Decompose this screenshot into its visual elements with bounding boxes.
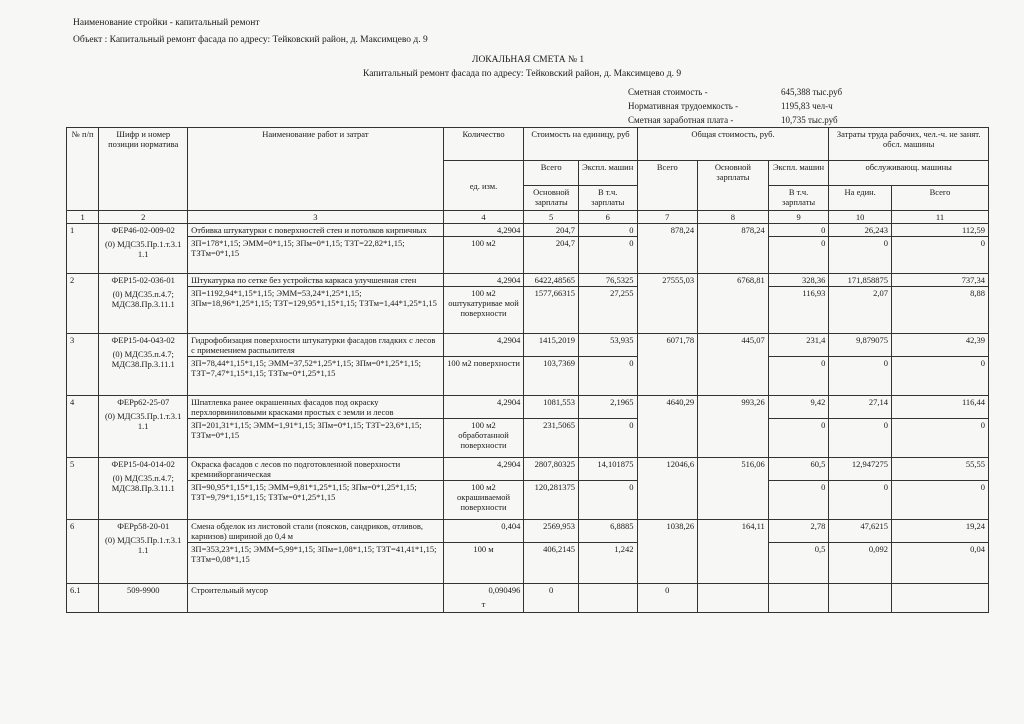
row-unit-mach: 2,1965 [578,396,637,419]
row-code-cell [99,274,188,334]
summary-label: Сметная стоимость - [628,87,708,97]
row-qty: 4,2904 [443,224,524,237]
row-total-wage: 993,26 [698,396,769,458]
row-unit-mach-wage: 0 [578,237,637,274]
col-labor-unit-header: На един. [829,186,892,211]
row-total-mach-wage: 0 [768,419,829,458]
row-code-cell [99,224,188,274]
row-labor-total: 737,34 [891,274,988,287]
row-unit: 100 м2 окрашиваемой поверхности [443,481,524,520]
row-total-mach: 0 [768,224,829,237]
col-labor-total-header: Всего [891,186,988,211]
row-total-wage: 6768,81 [698,274,769,334]
col-qty-unit-header: ед. изм. [443,161,524,211]
row-unit-wage: 103,7369 [524,357,579,396]
row-labor-total: 116,44 [891,396,988,419]
row-labor-mach-total: 0 [891,419,988,458]
row-name: Отбивка штукатурки с поверхностей стен и потолков кирпичных [188,224,443,237]
row-unit-mach: 6,8885 [578,520,637,543]
row-code: ФЕР15-04-014-02 [111,459,175,469]
row-code-cell [99,458,188,520]
summary-value: 645,388 тыс.руб [781,87,843,97]
row-labor-mach-total: 0 [891,481,988,520]
row-unit-mach-wage: 0 [578,481,637,520]
row-code-cell [99,334,188,396]
table-row [67,287,989,334]
table-row [67,396,989,419]
construction-name: Наименование стройки - капитальный ремонт [73,18,260,28]
column-number: 2 [99,211,188,224]
row-labor-unit: 171,858875 [829,274,892,287]
header-row [67,128,989,161]
column-number: 6 [578,211,637,224]
row-code: ФЕР15-04-043-02 [111,335,175,345]
row-labor-unit: 12,947275 [829,458,892,481]
row-unit-total: 204,7 [524,224,579,237]
col-total-mach-wage-header: В т.ч. зарплаты [768,186,829,211]
row-qty-cell [443,584,524,613]
row-total: 878,24 [637,224,698,274]
column-number: 10 [829,211,892,224]
row-code: 509-9900 [99,584,188,613]
row-unit-mach-wage: 0 [578,357,637,396]
row-number: 2 [67,274,99,334]
row-total-mach: 2,78 [768,520,829,543]
row-unit-total: 6422,48565 [524,274,579,287]
row-labor-mach-unit: 0 [829,481,892,520]
row-name: Смена обделок из листовой стали (поясков, сандриков, отливов, карнизов) шириной до 0,4 м [188,520,443,543]
row-code: ФЕРр58-20-01 [117,521,170,531]
row-unit-total: 0 [524,584,579,613]
row-unit: 100 м2 поверхности [443,357,524,396]
row-unit-mach: 14,101875 [578,458,637,481]
row-qty: 4,2904 [443,334,524,357]
document-subtitle: Капитальный ремонт фасада по адресу: Тейковский район, д. Максимцево д. 9 [363,69,682,79]
col-name-header: Наименование работ и затрат [188,128,443,211]
row-unit: 100 м2 [443,237,524,274]
col-num-header: № п/п [67,128,99,211]
row-code-note: (0) МДС35.Пр.1.т.3.1 1.1 [105,239,182,259]
row-total: 27555,03 [637,274,698,334]
row-code-note: (0) МДС35.п.4.7; МДС38.Пр.3.11.1 [111,473,175,493]
document-title: ЛОКАЛЬНАЯ СМЕТА № 1 [472,55,585,65]
row-labor-total: 42,39 [891,334,988,357]
row-number: 6 [67,520,99,584]
column-number: 8 [698,211,769,224]
col-unit-cost-header: Стоимость на единицу, руб [524,128,637,161]
row-name: Штукатурка по сетке без устройства каркаса улучшенная стен [188,274,443,287]
column-number: 9 [768,211,829,224]
empty-cell [698,584,769,613]
row-formula: ЗП=1192,94*1,15*1,15; ЭММ=53,24*1,25*1,15; ЗПм=18,96*1,25*1,15; ТЗТ=129,95*1,15*1,15; ТЗТм=1,44*1,25*1,15 [188,287,443,334]
row-unit: 100 м [443,543,524,584]
row-labor-total: 55,55 [891,458,988,481]
column-number: 11 [891,211,988,224]
row-name: Шпатлевка ранее окрашенных фасадов под окраску перхлорвиниловыми красками простых с земли и лесов [188,396,443,419]
col-total-mach-header: Экспл. машин [768,161,829,186]
row-labor-mach-unit: 0,092 [829,543,892,584]
row-labor-unit: 26,243 [829,224,892,237]
row-code: ФЕР15-02-036-01 [111,275,175,285]
row-labor-unit: 27,14 [829,396,892,419]
row-unit-mach-wage: 1,242 [578,543,637,584]
summary-value: 1195,83 чел-ч [781,101,833,111]
row-name: Гидрофобизация поверхности штукатурки фасадов гладких с лесов с применением распылителя [188,334,443,357]
table-row [67,458,989,481]
column-number: 1 [67,211,99,224]
empty-cell [578,584,637,613]
row-unit-mach-wage: 27,255 [578,287,637,334]
summary-label: Нормативная трудоемкость - [628,101,739,111]
summary-label: Сметная заработная плата - [628,115,734,125]
row-code-note: (0) МДС35.п.4.7; МДС38.Пр.3.11.1 [111,349,175,369]
row-unit-wage: 204,7 [524,237,579,274]
row-unit-wage: 120,281375 [524,481,579,520]
table-row [67,334,989,357]
col-total-wage-header: Основной зарплаты [698,161,769,211]
row-formula: ЗП=201,31*1,15; ЭММ=1,91*1,15; ЗПм=0*1,15; ТЗТ=23,6*1,15; ТЗТм=0*1,15 [188,419,443,458]
empty-cell [768,584,829,613]
col-unit-mach-header: Экспл. машин [578,161,637,186]
row-formula: ЗП=178*1,15; ЭММ=0*1,15; ЗПм=0*1,15; ТЗТ=22,82*1,15; ТЗТм=0*1,15 [188,237,443,274]
row-labor-mach-total: 8,88 [891,287,988,334]
row-formula: ЗП=353,23*1,15; ЭММ=5,99*1,15; ЗПм=1,08*1,15; ТЗТ=41,41*1,15; ТЗТм=0,08*1,15 [188,543,443,584]
row-qty: 4,2904 [443,274,524,287]
column-number: 3 [188,211,443,224]
object-name: Объект : Капитальный ремонт фасада по адресу: Тейковский район, д. Максимцево д. 9 [73,35,428,45]
row-labor-mach-unit: 2,07 [829,287,892,334]
row-total-mach: 60,5 [768,458,829,481]
table-row [67,520,989,543]
estimate-table [66,127,989,613]
row-total-mach: 328,36 [768,274,829,287]
row-total: 6071,78 [637,334,698,396]
row-code: ФЕР46-02-009-02 [111,225,175,235]
column-number: 5 [524,211,579,224]
row-labor-total: 19,24 [891,520,988,543]
row-qty: 4,2904 [443,396,524,419]
table-row [67,584,989,613]
row-number: 5 [67,458,99,520]
row-unit-mach: 53,935 [578,334,637,357]
row-unit-mach: 0 [578,224,637,237]
row-formula: ЗП=78,44*1,15*1,15; ЭММ=37,52*1,25*1,15; ЗПм=0*1,25*1,15; ТЗТ=7,47*1,15*1,15; ТЗТм=0*1,25*1,15 [188,357,443,396]
row-total: 0 [637,584,698,613]
row-code-cell [99,396,188,458]
row-name: Строительный мусор [188,584,443,613]
column-number: 7 [637,211,698,224]
row-unit-total: 2807,80325 [524,458,579,481]
row-total-mach-wage: 0 [768,357,829,396]
column-number: 4 [443,211,524,224]
row-total-wage: 516,06 [698,458,769,520]
row-unit: т [481,599,486,609]
row-number: 3 [67,334,99,396]
row-labor-total: 112,59 [891,224,988,237]
col-total-cost-header: Общая стоимость, руб. [637,128,829,161]
row-unit-mach-wage: 0 [578,419,637,458]
row-total: 12046,6 [637,458,698,520]
row-total: 4640,29 [637,396,698,458]
row-unit: 100 м2 обработанной поверхности [443,419,524,458]
col-qty-header: Количество [443,128,524,161]
row-total-wage: 445,07 [698,334,769,396]
row-total-wage: 878,24 [698,224,769,274]
row-labor-unit: 47,6215 [829,520,892,543]
col-unit-total-header: Всего [524,161,579,186]
row-number: 4 [67,396,99,458]
row-code-cell [99,520,188,584]
row-unit: 100 м2 оштукатуривае мой поверхности [443,287,524,334]
row-unit-wage: 1577,66315 [524,287,579,334]
row-code-note: (0) МДС35.Пр.1.т.3.1 1.1 [105,411,182,431]
row-total-mach-wage: 0 [768,481,829,520]
column-number-row [67,211,989,224]
row-number: 1 [67,224,99,274]
row-code-note: (0) МДС35.Пр.1.т.3.1 1.1 [105,535,182,555]
row-number: 6.1 [67,584,99,613]
table-row [67,543,989,584]
row-labor-mach-total: 0,04 [891,543,988,584]
empty-cell [829,584,892,613]
row-total-mach-wage: 116,93 [768,287,829,334]
row-qty: 4,2904 [443,458,524,481]
col-unit-mach-wage-header: В т.ч. зарплаты [578,186,637,211]
row-unit-total: 1415,2019 [524,334,579,357]
row-name: Окраска фасадов с лесов по подготовленной поверхности кремнийорганическая [188,458,443,481]
summary-value: 10,735 тыс.руб [781,115,838,125]
row-unit-wage: 406,2145 [524,543,579,584]
row-labor-mach-unit: 0 [829,357,892,396]
row-labor-mach-unit: 0 [829,419,892,458]
row-total-mach: 9,42 [768,396,829,419]
row-total-mach-wage: 0 [768,237,829,274]
table-row [67,274,989,287]
row-qty: 0,404 [443,520,524,543]
table-row [67,481,989,520]
row-labor-unit: 9,879075 [829,334,892,357]
col-labor-mach-header: обслуживающ. машины [829,161,989,186]
row-code: ФЕРр62-25-07 [117,397,170,407]
table-row [67,419,989,458]
row-code-note: (0) МДС35.п.4.7; МДС38.Пр.3.11.1 [111,289,175,309]
row-unit-total: 2569,953 [524,520,579,543]
row-formula: ЗП=90,95*1,15*1,15; ЭММ=9,81*1,25*1,15; ЗПм=0*1,25*1,15; ТЗТ=9,79*1,15*1,15; ТЗТм=0*1,25*1,15 [188,481,443,520]
row-unit-wage: 231,5065 [524,419,579,458]
row-labor-mach-total: 0 [891,357,988,396]
col-code-header: Шифр и номер позиции норматива [99,128,188,211]
row-labor-mach-unit: 0 [829,237,892,274]
row-total-mach-wage: 0,5 [768,543,829,584]
col-unit-wage-header: Основной зарплаты [524,186,579,211]
row-labor-mach-total: 0 [891,237,988,274]
table-row [67,224,989,237]
row-unit-mach: 76,5325 [578,274,637,287]
row-total: 1038,26 [637,520,698,584]
row-qty: 0,090496 [488,585,521,595]
row-total-wage: 164,11 [698,520,769,584]
row-unit-total: 1081,553 [524,396,579,419]
col-total-all-header: Всего [637,161,698,211]
table-row [67,357,989,396]
empty-cell [891,584,988,613]
table-row [67,237,989,274]
row-total-mach: 231,4 [768,334,829,357]
col-labor-header: Затраты труда рабочих, чел.-ч. не занят. обсл. машины [829,128,989,161]
cost-summary [628,87,928,127]
